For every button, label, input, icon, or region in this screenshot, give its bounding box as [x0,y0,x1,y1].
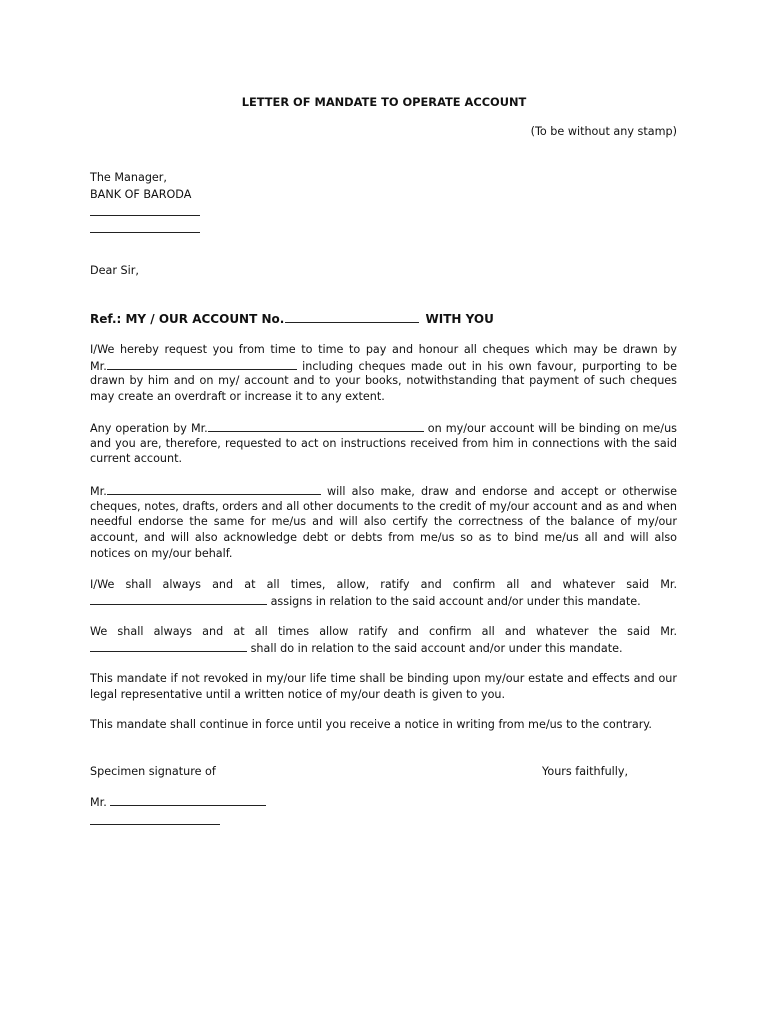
paragraph-line [90,593,677,609]
mr-prefix: Mr. [90,359,107,373]
paragraph-request [90,342,677,405]
paragraph-ratify [90,577,677,608]
paragraph-line: needful endorse the same for me/us and will also certify the correctness of the balance of my/our [90,515,677,529]
paragraph-confirm [90,624,677,655]
paragraph-line: account, and will also acknowledge debt or debts from me/us so as to bind me/us all and will also [90,531,677,545]
paragraph-line: drawn by him and on my/ account and to your books, notwithstanding that payment of such cheques [90,374,677,388]
address-blank-line-1 [90,215,200,216]
paragraph-line: I/We shall always and at all times, allow, ratify and confirm all and whatever said Mr. [90,578,677,591]
paragraph-line: cheques, notes, drafts, orders and all other documents to the credit of my/our account and as and when [90,499,677,513]
paragraph-continue [90,717,677,733]
paragraph-line: notices on my/our behalf. [90,546,233,560]
paragraph-line: and you are, therefore, requested to act on instructions received from him in connections with the said [90,436,677,450]
address-blank-line-2 [90,232,200,233]
paragraph-text: assigns in relation to the said account and/or under this mandate. [270,594,641,608]
paragraph-line: We shall always and at all times allow ratify and confirm all and whatever the said Mr. [90,625,677,638]
paragraph-line: This mandate shall continue in force until you receive a notice in writing from me/us to the contrary. [90,718,652,731]
closing-yours-faithfully: Yours faithfully, [542,765,629,778]
paragraph-line [90,640,677,656]
operation-prefix: Any operation by Mr. [90,422,208,435]
paragraph-line: current account. [90,452,183,466]
paragraph-text: shall do in relation to the said account and/or under this mandate. [250,641,623,655]
paragraph-text: on my/our account will be binding on me/us [427,422,677,435]
signature-name-line [90,794,266,811]
name-blank [90,640,247,652]
specimen-signature-label: Specimen signature of [90,765,216,778]
name-blank [107,483,321,495]
addressee-line-1: The Manager, [90,171,167,184]
paragraph-text: will also make, draw and endorse and accept or otherwise [327,485,677,498]
name-blank [90,593,267,605]
paragraph-line [90,420,677,436]
paragraph-line: may create an overdraft or increase it to any extent. [90,390,385,404]
reference-line [90,311,494,328]
paragraph-operation [90,420,677,467]
reference-suffix: WITH YOU [425,312,494,326]
name-blank [107,358,297,370]
paragraph-estate [90,671,677,702]
paragraph-line: I/We hereby request you from time to time to pay and honour all cheques which may be drawn by [90,343,677,356]
document-title: LETTER OF MANDATE TO OPERATE ACCOUNT [241,95,527,109]
signature-blank-line [90,824,220,825]
account-number-blank [285,311,419,323]
stamp-note: (To be without any stamp) [530,125,677,138]
mr-prefix: Mr. [90,485,107,498]
paragraph-line [90,483,677,499]
salutation: Dear Sir, [90,264,139,277]
paragraph-text: including cheques made out in his own favour, purporting to be [302,359,677,373]
mr-prefix: Mr. [90,796,107,809]
paragraph-authority [90,483,677,561]
reference-prefix: Ref.: MY / OUR ACCOUNT No. [90,312,285,326]
paragraph-line [90,358,677,374]
name-blank [208,420,424,432]
paragraph-line: legal representative until a written notice of my/our death is given to you. [90,687,506,701]
signatory-name-blank [110,794,266,806]
addressee-bank-name: BANK OF BARODA [90,188,192,201]
paragraph-line: This mandate if not revoked in my/our life time shall be binding upon my/our estate and effects and our [90,672,677,685]
